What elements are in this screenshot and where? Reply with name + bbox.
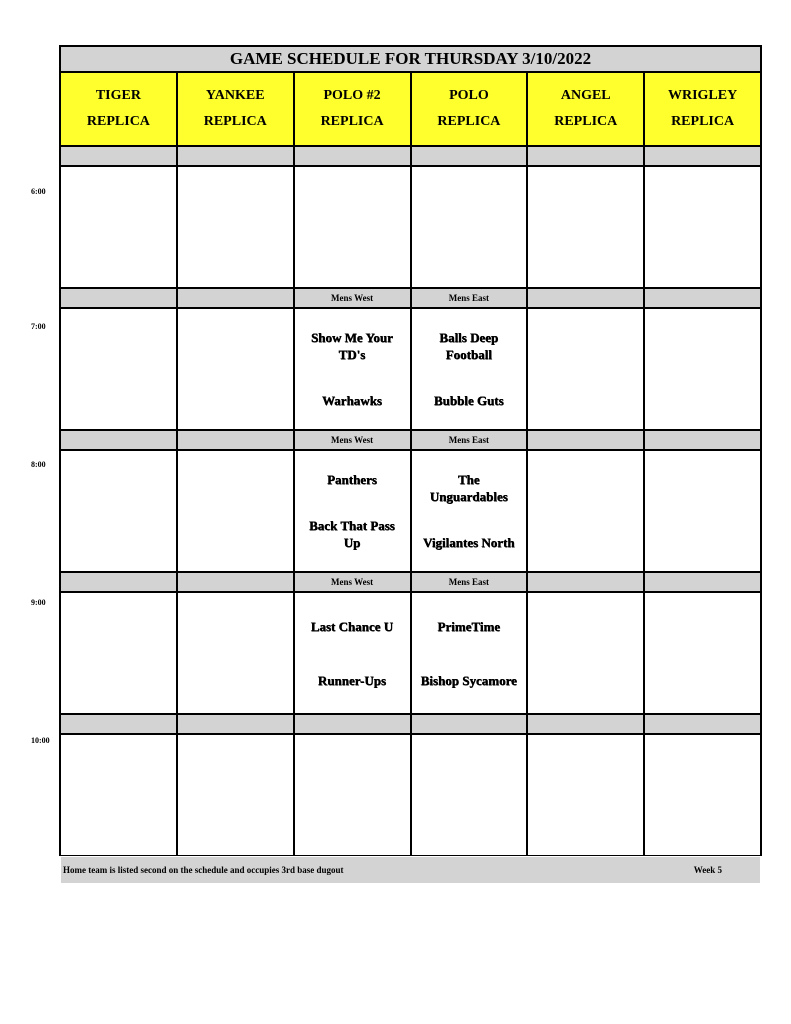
field-name: WRIGLEY	[667, 88, 738, 103]
division-label	[528, 573, 643, 591]
home-team: Bubble Guts	[434, 392, 504, 408]
game-slot	[178, 735, 293, 855]
game-slot	[61, 593, 176, 713]
time-label: 7:00	[31, 322, 46, 331]
schedule-footer	[61, 857, 760, 883]
game-slot	[645, 451, 760, 571]
division-label: Mens West	[295, 573, 410, 591]
game-slot	[528, 167, 643, 287]
game-slot	[412, 309, 527, 429]
game-slot	[295, 167, 410, 287]
division-label: Mens East	[412, 431, 527, 449]
field-header-polo-2	[295, 73, 410, 145]
division-label: Mens East	[412, 289, 527, 307]
schedule-title: GAME SCHEDULE FOR THURSDAY 3/10/2022	[61, 47, 760, 71]
home-team: Back That Pass Up	[309, 517, 395, 550]
game-slot	[645, 735, 760, 855]
division-label	[645, 289, 760, 307]
game-slot	[61, 167, 176, 287]
home-team: Warhawks	[322, 392, 383, 408]
game-slot	[61, 451, 176, 571]
field-name: POLO #2	[323, 88, 381, 103]
game-slot	[645, 167, 760, 287]
game-slot	[295, 309, 410, 429]
game-slot	[178, 309, 293, 429]
game-slot	[412, 167, 527, 287]
time-label: 8:00	[31, 460, 46, 469]
field-type: REPLICA	[554, 114, 618, 129]
game-slot	[295, 735, 410, 855]
division-label: Mens West	[295, 289, 410, 307]
game-slot	[645, 593, 760, 713]
away-team: Last Chance U	[310, 618, 394, 634]
game-slot	[528, 593, 643, 713]
division-label: Mens East	[412, 573, 527, 591]
division-label	[412, 715, 527, 733]
game-slot	[178, 167, 293, 287]
field-header-tiger	[61, 73, 176, 145]
away-team: PrimeTime	[437, 618, 501, 634]
field-type: REPLICA	[671, 114, 735, 129]
home-team: Bishop Sycamore	[420, 672, 517, 688]
game-slot	[528, 451, 643, 571]
field-name: YANKEE	[205, 88, 265, 103]
field-header-polo	[412, 73, 527, 145]
field-name: POLO	[449, 88, 489, 103]
division-label	[61, 431, 176, 449]
division-label	[178, 147, 293, 165]
division-label	[645, 431, 760, 449]
home-team: Runner-Ups	[318, 672, 387, 688]
division-label	[645, 147, 760, 165]
division-label	[412, 147, 527, 165]
division-label	[528, 715, 643, 733]
away-team: Panthers	[327, 472, 377, 488]
division-label	[528, 289, 643, 307]
division-label	[61, 573, 176, 591]
game-slot	[412, 735, 527, 855]
game-slot	[178, 593, 293, 713]
field-type: REPLICA	[86, 114, 150, 129]
game-slot	[61, 735, 176, 855]
division-label	[528, 147, 643, 165]
field-header-angel	[528, 73, 643, 145]
game-slot	[61, 309, 176, 429]
field-type: REPLICA	[203, 114, 267, 129]
game-slot	[178, 451, 293, 571]
away-team: Show Me Your TD's	[311, 330, 393, 363]
division-label: Mens West	[295, 431, 410, 449]
home-team-note: Home team is listed second on the schedule and occupies 3rd base dugout	[63, 865, 344, 875]
field-header-wrigley	[645, 73, 760, 145]
division-label	[178, 715, 293, 733]
game-slot	[412, 451, 527, 571]
division-label	[528, 431, 643, 449]
home-team: Vigilantes North	[423, 534, 515, 550]
division-label	[645, 573, 760, 591]
away-team: Balls Deep Football	[439, 330, 499, 363]
division-label	[178, 289, 293, 307]
field-name: ANGEL	[560, 88, 611, 103]
time-label: 10:00	[31, 736, 50, 745]
away-team: The Unguardables	[429, 472, 508, 505]
schedule-table	[59, 45, 762, 875]
game-slot	[295, 451, 410, 571]
division-label	[645, 715, 760, 733]
division-label	[61, 715, 176, 733]
game-slot	[295, 593, 410, 713]
game-slot	[412, 593, 527, 713]
field-name: TIGER	[95, 88, 141, 103]
division-label	[295, 147, 410, 165]
division-label	[178, 573, 293, 591]
time-label: 9:00	[31, 598, 46, 607]
game-slot	[528, 735, 643, 855]
game-slot	[528, 309, 643, 429]
field-type: REPLICA	[437, 114, 501, 129]
time-label: 6:00	[31, 187, 46, 196]
field-header-yankee	[178, 73, 293, 145]
division-label	[61, 289, 176, 307]
game-slot	[645, 309, 760, 429]
field-type: REPLICA	[320, 114, 384, 129]
division-label	[61, 147, 176, 165]
division-label	[178, 431, 293, 449]
division-label	[295, 715, 410, 733]
week-label: Week 5	[693, 865, 722, 875]
